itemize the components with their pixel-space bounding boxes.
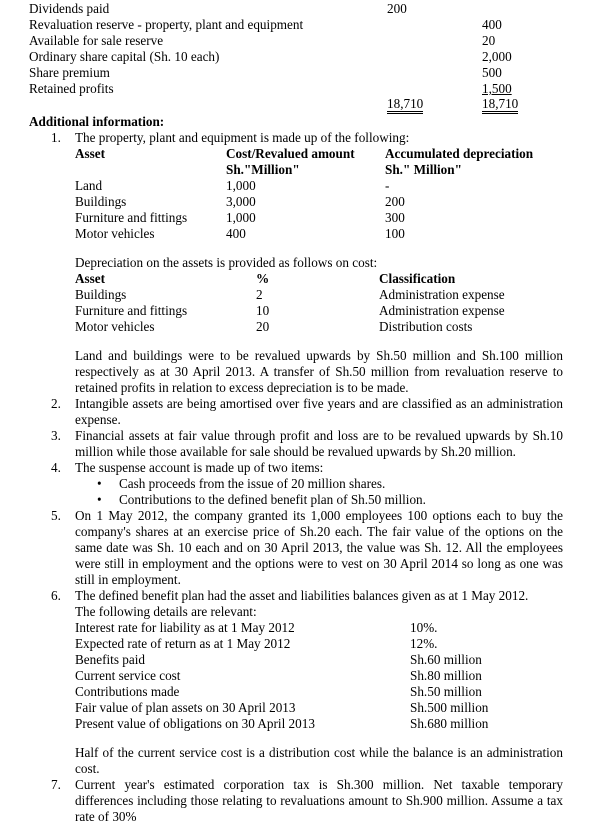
cell: 3,000 — [226, 194, 256, 209]
detail-label: Expected rate of return as at 1 May 2012 — [75, 636, 291, 651]
cell: 100 — [385, 226, 405, 241]
col-header: % — [256, 271, 270, 286]
detail-label: Current service cost — [75, 668, 181, 683]
section-heading: Additional information: — [29, 114, 165, 129]
cell: 300 — [385, 210, 405, 225]
item-text: Financial assets at fair value through profit and loss are to be revalued upwards by Sh.10 million while those available for sale should be revalued upwards by Sh.20 million. — [75, 428, 563, 459]
depreciation-intro: Depreciation on the assets is provided as follows on cost: — [75, 255, 378, 270]
col-header: Classification — [379, 271, 456, 286]
cell: Motor vehicles — [75, 226, 155, 241]
item-text: Intangible assets are being amortised over five years and are classified as an administration expense. — [75, 396, 563, 427]
detail-label: Interest rate for liability as at 1 May 2012 — [75, 620, 295, 635]
cell: Furniture and fittings — [75, 303, 188, 318]
tb-total-debit: 18,710 — [387, 97, 423, 114]
item-number: 3. — [51, 428, 61, 443]
item-number: 2. — [51, 396, 61, 411]
service-cost-note: Half of the current service cost is a distribution cost while the balance is an administration cost. — [75, 745, 563, 776]
tb-label: Revaluation reserve - property, plant and equipment — [29, 17, 304, 32]
cell: Administration expense — [379, 287, 505, 302]
bullet-icon: • — [97, 476, 102, 491]
cell: 400 — [226, 226, 246, 241]
detail-label: Fair value of plan assets on 30 April 2013 — [75, 700, 296, 715]
detail-label: Contributions made — [75, 684, 180, 699]
cell: 20 — [256, 319, 270, 334]
cell: Motor vehicles — [75, 319, 155, 334]
cell: Land — [75, 178, 103, 193]
item-number: 1. — [51, 130, 61, 145]
item-number: 4. — [51, 460, 61, 475]
tb-label: Ordinary share capital (Sh. 10 each) — [29, 49, 220, 64]
col-subheader: Sh." Million" — [385, 162, 462, 177]
item-number: 7. — [51, 777, 61, 792]
bullet-text: Cash proceeds from the issue of 20 million shares. — [119, 476, 386, 491]
tb-label: Retained profits — [29, 81, 114, 96]
detail-value: Sh.50 million — [410, 684, 482, 699]
tb-credit: 400 — [482, 17, 502, 32]
col-subheader: Sh."Million" — [226, 162, 300, 177]
cell: Buildings — [75, 287, 127, 302]
item-text: The suspense account is made up of two items: — [75, 460, 324, 475]
item-text: Current year's estimated corporation tax is Sh.300 million. Net taxable temporary differences including those relating to revaluations amount to Sh.900 million. Assume a tax rate of 30% — [75, 777, 563, 824]
detail-label: Benefits paid — [75, 652, 145, 667]
cell: 200 — [385, 194, 405, 209]
detail-value: 10%. — [410, 620, 438, 635]
cell: 10 — [256, 303, 270, 318]
item-number: 5. — [51, 508, 61, 523]
col-header: Accumulated depreciation — [385, 146, 534, 161]
tb-credit: 1,500 — [482, 81, 512, 96]
detail-value: 12%. — [410, 636, 438, 651]
detail-value: Sh.60 million — [410, 652, 482, 667]
cell: 1,000 — [226, 210, 256, 225]
cell: Furniture and fittings — [75, 210, 188, 225]
cell: Buildings — [75, 194, 127, 209]
item-number: 6. — [51, 588, 61, 603]
cell: Distribution costs — [379, 319, 473, 334]
detail-value: Sh.80 million — [410, 668, 482, 683]
tb-debit: 200 — [387, 1, 407, 16]
cell: 2 — [256, 287, 263, 302]
item-text: On 1 May 2012, the company granted its 1,000 employees 100 options each to buy the company's shares at an exercise price of Sh.20 each. The fair value of the options on the same date was Sh. 10 each and on 30 April 2013, the value was Sh. 12. All the employees were still in employment and the options were to vest on 30 April 2014 so long as one was still in employment. — [75, 508, 563, 587]
detail-value: Sh.680 million — [410, 716, 489, 731]
item-text: The property, plant and equipment is made up of the following: — [75, 130, 410, 145]
revaluation-note: Land and buildings were to be revalued upwards by Sh.50 million and Sh.100 million respectively as at 30 April 2013. A transfer of Sh.50 million from revaluation reserve to retained profits in relation to excess depreciation is to be made. — [75, 348, 563, 395]
tb-total-credit: 18,710 — [482, 97, 518, 114]
col-header: Asset — [75, 271, 106, 286]
tb-label: Dividends paid — [29, 1, 110, 16]
cell: Administration expense — [379, 303, 505, 318]
col-header: Cost/Revalued amount — [226, 146, 355, 161]
detail-label: Present value of obligations on 30 April 2013 — [75, 716, 315, 731]
cell: 1,000 — [226, 178, 256, 193]
cell: - — [385, 178, 390, 193]
detail-value: Sh.500 million — [410, 700, 489, 715]
col-header: Asset — [75, 146, 106, 161]
tb-label: Share premium — [29, 65, 110, 80]
tb-credit: 2,000 — [482, 49, 512, 64]
tb-credit: 20 — [482, 33, 496, 48]
bullet-icon: • — [97, 492, 102, 507]
tb-label: Available for sale reserve — [29, 33, 164, 48]
details-intro: The following details are relevant: — [75, 604, 257, 619]
bullet-text: Contributions to the defined benefit plan of Sh.50 million. — [119, 492, 426, 507]
tb-credit: 500 — [482, 65, 502, 80]
item-text: The defined benefit plan had the asset and liabilities balances given as at 1 May 2012. — [75, 588, 529, 603]
